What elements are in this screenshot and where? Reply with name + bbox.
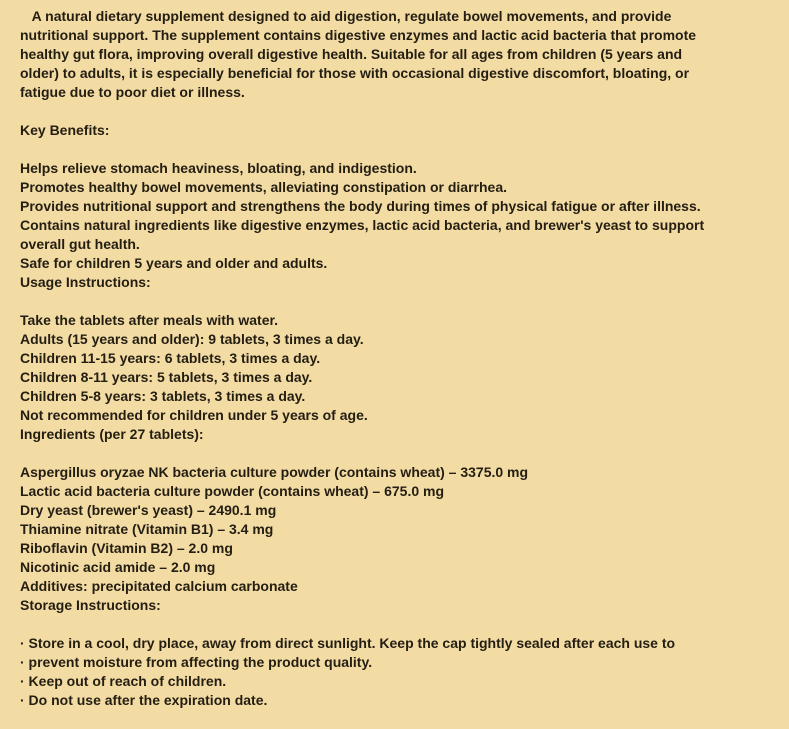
text-line: Promotes healthy bowel movements, alleviating constipation or diarrhea. <box>20 179 508 195</box>
text-line: Storage Instructions: <box>20 597 161 613</box>
text-line: Adults (15 years and older): 9 tablets, 3 times a day. <box>20 331 364 347</box>
key-benefits-block <box>20 159 771 292</box>
text-line: Dry yeast (brewer's yeast) – 2490.1 mg <box>20 502 277 518</box>
text-line: older) to adults, it is especially beneficial for those with occasional digestive discomfort, bloating, or <box>20 65 690 81</box>
text-line: Contains natural ingredients like digestive enzymes, lactic acid bacteria, and brewer's yeast to support <box>20 217 705 233</box>
text-line: Lactic acid bacteria culture powder (contains wheat) – 675.0 mg <box>20 483 445 499</box>
text-line: Not recommended for children under 5 years of age. <box>20 407 368 423</box>
text-line: Usage Instructions: <box>20 274 151 290</box>
text-line: Take the tablets after meals with water. <box>20 312 279 328</box>
key-benefits-heading <box>20 121 771 140</box>
text-line: Thiamine nitrate (Vitamin B1) – 3.4 mg <box>20 521 274 537</box>
text-line: Aspergillus oryzae NK bacteria culture powder (contains wheat) – 3375.0 mg <box>20 464 529 480</box>
text-line: Children 11-15 years: 6 tablets, 3 times a day. <box>20 350 321 366</box>
text-line: Additives: precipitated calcium carbonate <box>20 578 298 594</box>
text-line: fatigue due to poor diet or illness. <box>20 84 245 100</box>
text-line: · Store in a cool, dry place, away from direct sunlight. Keep the cap tightly sealed after each use to <box>20 635 676 651</box>
text-line: Riboflavin (Vitamin B2) – 2.0 mg <box>20 540 233 556</box>
text-line: overall gut health. <box>20 236 140 252</box>
text-line: nutritional support. The supplement contains digestive enzymes and lactic acid bacteria that promote <box>20 27 697 43</box>
text-line: Children 8-11 years: 5 tablets, 3 times a day. <box>20 369 313 385</box>
text-line: Children 5-8 years: 3 tablets, 3 times a day. <box>20 388 306 404</box>
text-line: healthy gut flora, improving overall digestive health. Suitable for all ages from children (5 years and <box>20 46 683 62</box>
intro-paragraph <box>20 7 771 102</box>
text-line: Nicotinic acid amide – 2.0 mg <box>20 559 216 575</box>
text-line: Ingredients (per 27 tablets): <box>20 426 204 442</box>
text-line: Safe for children 5 years and older and adults. <box>20 255 328 271</box>
text-line: · Do not use after the expiration date. <box>20 692 268 708</box>
storage-instructions-block <box>20 634 771 710</box>
text-line: · Keep out of reach of children. <box>20 673 227 689</box>
usage-instructions-block <box>20 311 771 444</box>
text-line: · prevent moisture from affecting the product quality. <box>20 654 373 670</box>
text-line: Key Benefits: <box>20 122 110 138</box>
text-line: Helps relieve stomach heaviness, bloating, and indigestion. <box>20 160 417 176</box>
text-line: Provides nutritional support and strengthens the body during times of physical fatigue or after illness. <box>20 198 701 214</box>
ingredients-block <box>20 463 771 615</box>
text-line: A natural dietary supplement designed to aid digestion, regulate bowel movements, and provide <box>20 8 672 24</box>
